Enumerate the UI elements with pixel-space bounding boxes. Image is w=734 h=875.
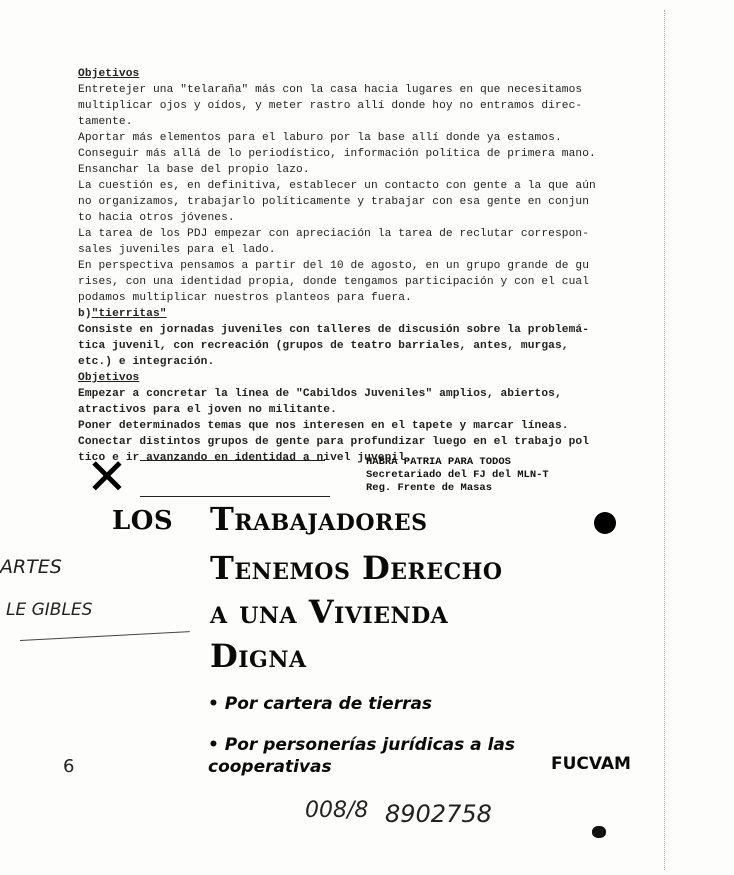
signature-line	[140, 496, 330, 497]
poster-bullet-1: • Por cartera de tierras	[208, 694, 433, 714]
tierritas-heading: "tierritas"	[91, 308, 167, 320]
signature-line-3: Reg. Frente de Masas	[366, 482, 493, 494]
poster-line-2: Tenemos Derecho	[210, 549, 503, 587]
objetivos-heading: Objetivos	[78, 68, 140, 80]
letter-line: Poner determinados temas que nos interesen en el tapete y marcar líneas.	[78, 420, 569, 432]
objetivos2-heading: Objetivos	[78, 372, 140, 384]
signature-line-2: Secretariado del FJ del MLN-T	[366, 469, 549, 481]
poster-bullet-2a: • Por personerías jurídicas a las	[208, 735, 515, 755]
letter-line: La cuestión es, en definitiva, establecer un contacto con gente a la que aún	[78, 180, 596, 192]
letter-line: no organizamos, trabajarlo políticamente y trabajar con esa gente en conjun	[78, 196, 590, 208]
signature-line	[140, 460, 325, 461]
ink-blot-icon	[592, 826, 606, 838]
poster-los: LOS	[112, 506, 174, 536]
letter-line: podamos multiplicar nuestros planteos para fuera.	[78, 292, 412, 304]
letter-line: multiplicar ojos y oídos, y meter rastro allí donde hoy no entramos direc-	[78, 100, 583, 112]
x-mark-icon: ✕	[86, 448, 128, 506]
letter-line: etc.) e integración.	[78, 356, 215, 368]
letter-line: Conseguir más allá de lo periodístico, información política de primera mano.	[78, 148, 596, 160]
scan-edge	[664, 10, 665, 870]
poster-line-1: Trabajadores	[210, 500, 428, 538]
letter-line: tico e ir avanzando en identidad a nivel juvenil.	[78, 452, 412, 464]
letter-line: tamente.	[78, 116, 133, 128]
letter-line: rises, con una identidad propia, donde tengamos participación y con el cual	[78, 276, 590, 288]
letter-line: sales juveniles para el lado.	[78, 244, 276, 256]
page-number: 6	[63, 756, 75, 777]
letter-line: La tarea de los PDJ empezar con apreciación la tarea de reclutar correspon-	[78, 228, 590, 240]
letter-line: Consiste en jornadas juveniles con talleres de discusión sobre la problemá-	[78, 324, 590, 336]
signature-block	[366, 456, 549, 495]
letter-line: atractivos para el joven no militante.	[78, 404, 337, 416]
letter-line: Ensanchar la base del propio lazo.	[78, 164, 310, 176]
letter-line: Empezar a concretar la línea de "Cabildos Juveniles" amplios, abiertos,	[78, 388, 562, 400]
letter-line: Conectar distintos grupos de gente para profundizar luego en el trabajo pol	[78, 436, 590, 448]
b-heading	[78, 306, 596, 322]
handwritten-left-1: ARTES	[0, 556, 62, 578]
b-heading-prefix: b)	[78, 308, 92, 320]
poster-org: FUCVAM	[551, 754, 631, 774]
handwritten-left-2: LE GIBLES	[6, 600, 93, 620]
handwritten-underline	[20, 631, 190, 641]
letter-line: tica juvenil, con recreación (grupos de teatro barriales, antes, murgas,	[78, 340, 569, 352]
poster-line-4: Digna	[210, 637, 307, 675]
letter-line: to hacia otros jóvenes.	[78, 212, 235, 224]
poster-line-3: a una Vivienda	[210, 593, 449, 631]
letter-body	[78, 66, 596, 466]
bullet-dot-icon	[594, 512, 616, 534]
archive-code-1: 008/8	[305, 798, 369, 823]
archive-code-2: 8902758	[385, 800, 492, 828]
poster-bullet-2b: cooperativas	[208, 757, 332, 777]
letter-line: En perspectiva pensamos a partir del 10 de agosto, en un grupo grande de gu	[78, 260, 590, 272]
letter-line: Aportar más elementos para el laburo por la base allí donde ya estamos.	[78, 132, 562, 144]
letter-line: Entretejer una "telaraña" más con la casa hacia lugares en que necesitamos	[78, 84, 583, 96]
signature-line-1: HABRA PATRIA PARA TODOS	[366, 456, 511, 468]
